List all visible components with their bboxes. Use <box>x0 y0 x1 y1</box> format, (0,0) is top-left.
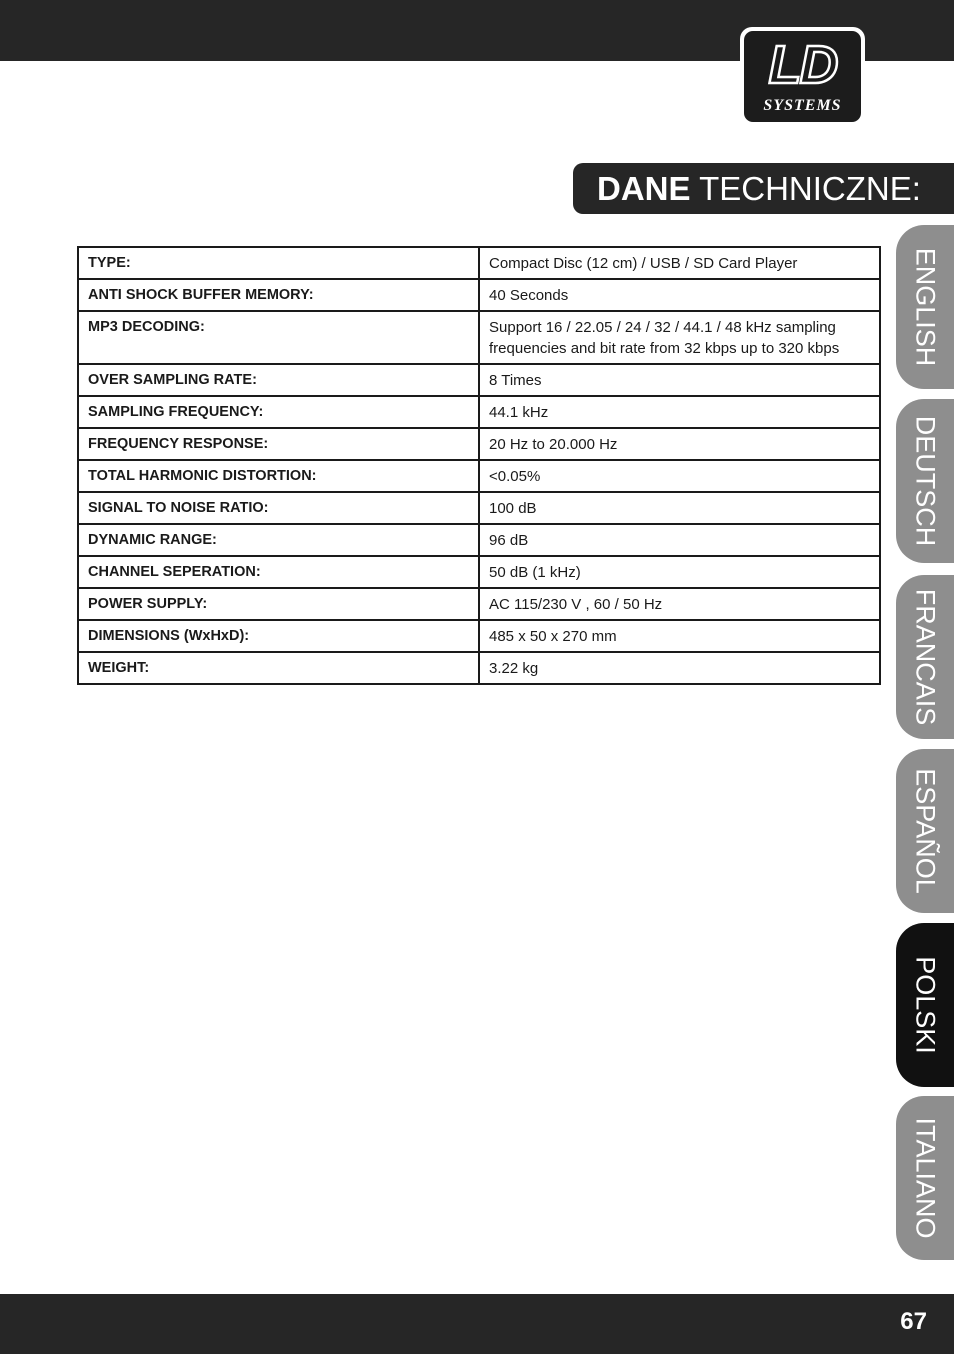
table-row <box>78 588 880 620</box>
page-number: 67 <box>900 1308 927 1335</box>
logo-mark: LD <box>768 35 837 95</box>
spec-value: 40 Seconds <box>479 279 880 311</box>
table-row <box>78 460 880 492</box>
spec-label: MP3 DECODING: <box>78 311 479 364</box>
spec-label: SAMPLING FREQUENCY: <box>78 396 479 428</box>
spec-label: ANTI SHOCK BUFFER MEMORY: <box>78 279 479 311</box>
table-row <box>78 524 880 556</box>
section-title <box>573 163 954 214</box>
spec-value: 485 x 50 x 270 mm <box>479 620 880 652</box>
spec-value: Compact Disc (12 cm) / USB / SD Card Player <box>479 247 880 279</box>
spec-value: 100 dB <box>479 492 880 524</box>
language-tab-label: POLSKI <box>910 956 941 1054</box>
spec-value: AC 115/230 V , 60 / 50 Hz <box>479 588 880 620</box>
spec-label: WEIGHT: <box>78 652 479 684</box>
language-tab-label: DEUTSCH <box>910 415 941 547</box>
table-row <box>78 652 880 684</box>
language-tab-francais[interactable] <box>896 575 954 739</box>
spec-label: SIGNAL TO NOISE RATIO: <box>78 492 479 524</box>
language-tab-italiano[interactable] <box>896 1096 954 1260</box>
spec-value: 20 Hz to 20.000 Hz <box>479 428 880 460</box>
language-tab-polski[interactable] <box>896 923 954 1087</box>
table-row <box>78 279 880 311</box>
spec-label: DIMENSIONS (WxHxD): <box>78 620 479 652</box>
bottom-bar <box>0 1294 954 1354</box>
spec-value: 44.1 kHz <box>479 396 880 428</box>
table-row <box>78 428 880 460</box>
table-row <box>78 620 880 652</box>
table-row <box>78 396 880 428</box>
spec-value: 8 Times <box>479 364 880 396</box>
spec-label: POWER SUPPLY: <box>78 588 479 620</box>
table-row <box>78 556 880 588</box>
spec-label: DYNAMIC RANGE: <box>78 524 479 556</box>
spec-label: TOTAL HARMONIC DISTORTION: <box>78 460 479 492</box>
language-tab-espanol[interactable] <box>896 749 954 913</box>
spec-label: TYPE: <box>78 247 479 279</box>
ld-systems-logo <box>740 27 865 126</box>
specifications-table <box>77 246 881 685</box>
logo-subtitle: SYSTEMS <box>763 97 842 114</box>
spec-value: 3.22 kg <box>479 652 880 684</box>
spec-label: CHANNEL SEPERATION: <box>78 556 479 588</box>
section-title-light: TECHNICZNE: <box>699 170 921 207</box>
language-tab-label: FRANCAIS <box>910 588 941 726</box>
language-tab-label: ITALIANO <box>910 1117 941 1239</box>
spec-label: OVER SAMPLING RATE: <box>78 364 479 396</box>
table-row <box>78 247 880 279</box>
language-tab-label: ESPAÑOL <box>910 768 941 894</box>
table-row <box>78 364 880 396</box>
spec-value: 96 dB <box>479 524 880 556</box>
section-title-bold: DANE <box>597 170 691 207</box>
language-tab-label: ENGLISH <box>910 247 941 367</box>
spec-value: 50 dB (1 kHz) <box>479 556 880 588</box>
spec-value: <0.05% <box>479 460 880 492</box>
spec-label: FREQUENCY RESPONSE: <box>78 428 479 460</box>
language-tab-english[interactable] <box>896 225 954 389</box>
table-row <box>78 311 880 364</box>
spec-value: Support 16 / 22.05 / 24 / 32 / 44.1 / 48 kHz sampling frequencies and bit rate from 32 kbps up to 320 kbps <box>479 311 880 364</box>
table-row <box>78 492 880 524</box>
language-tab-deutsch[interactable] <box>896 399 954 563</box>
